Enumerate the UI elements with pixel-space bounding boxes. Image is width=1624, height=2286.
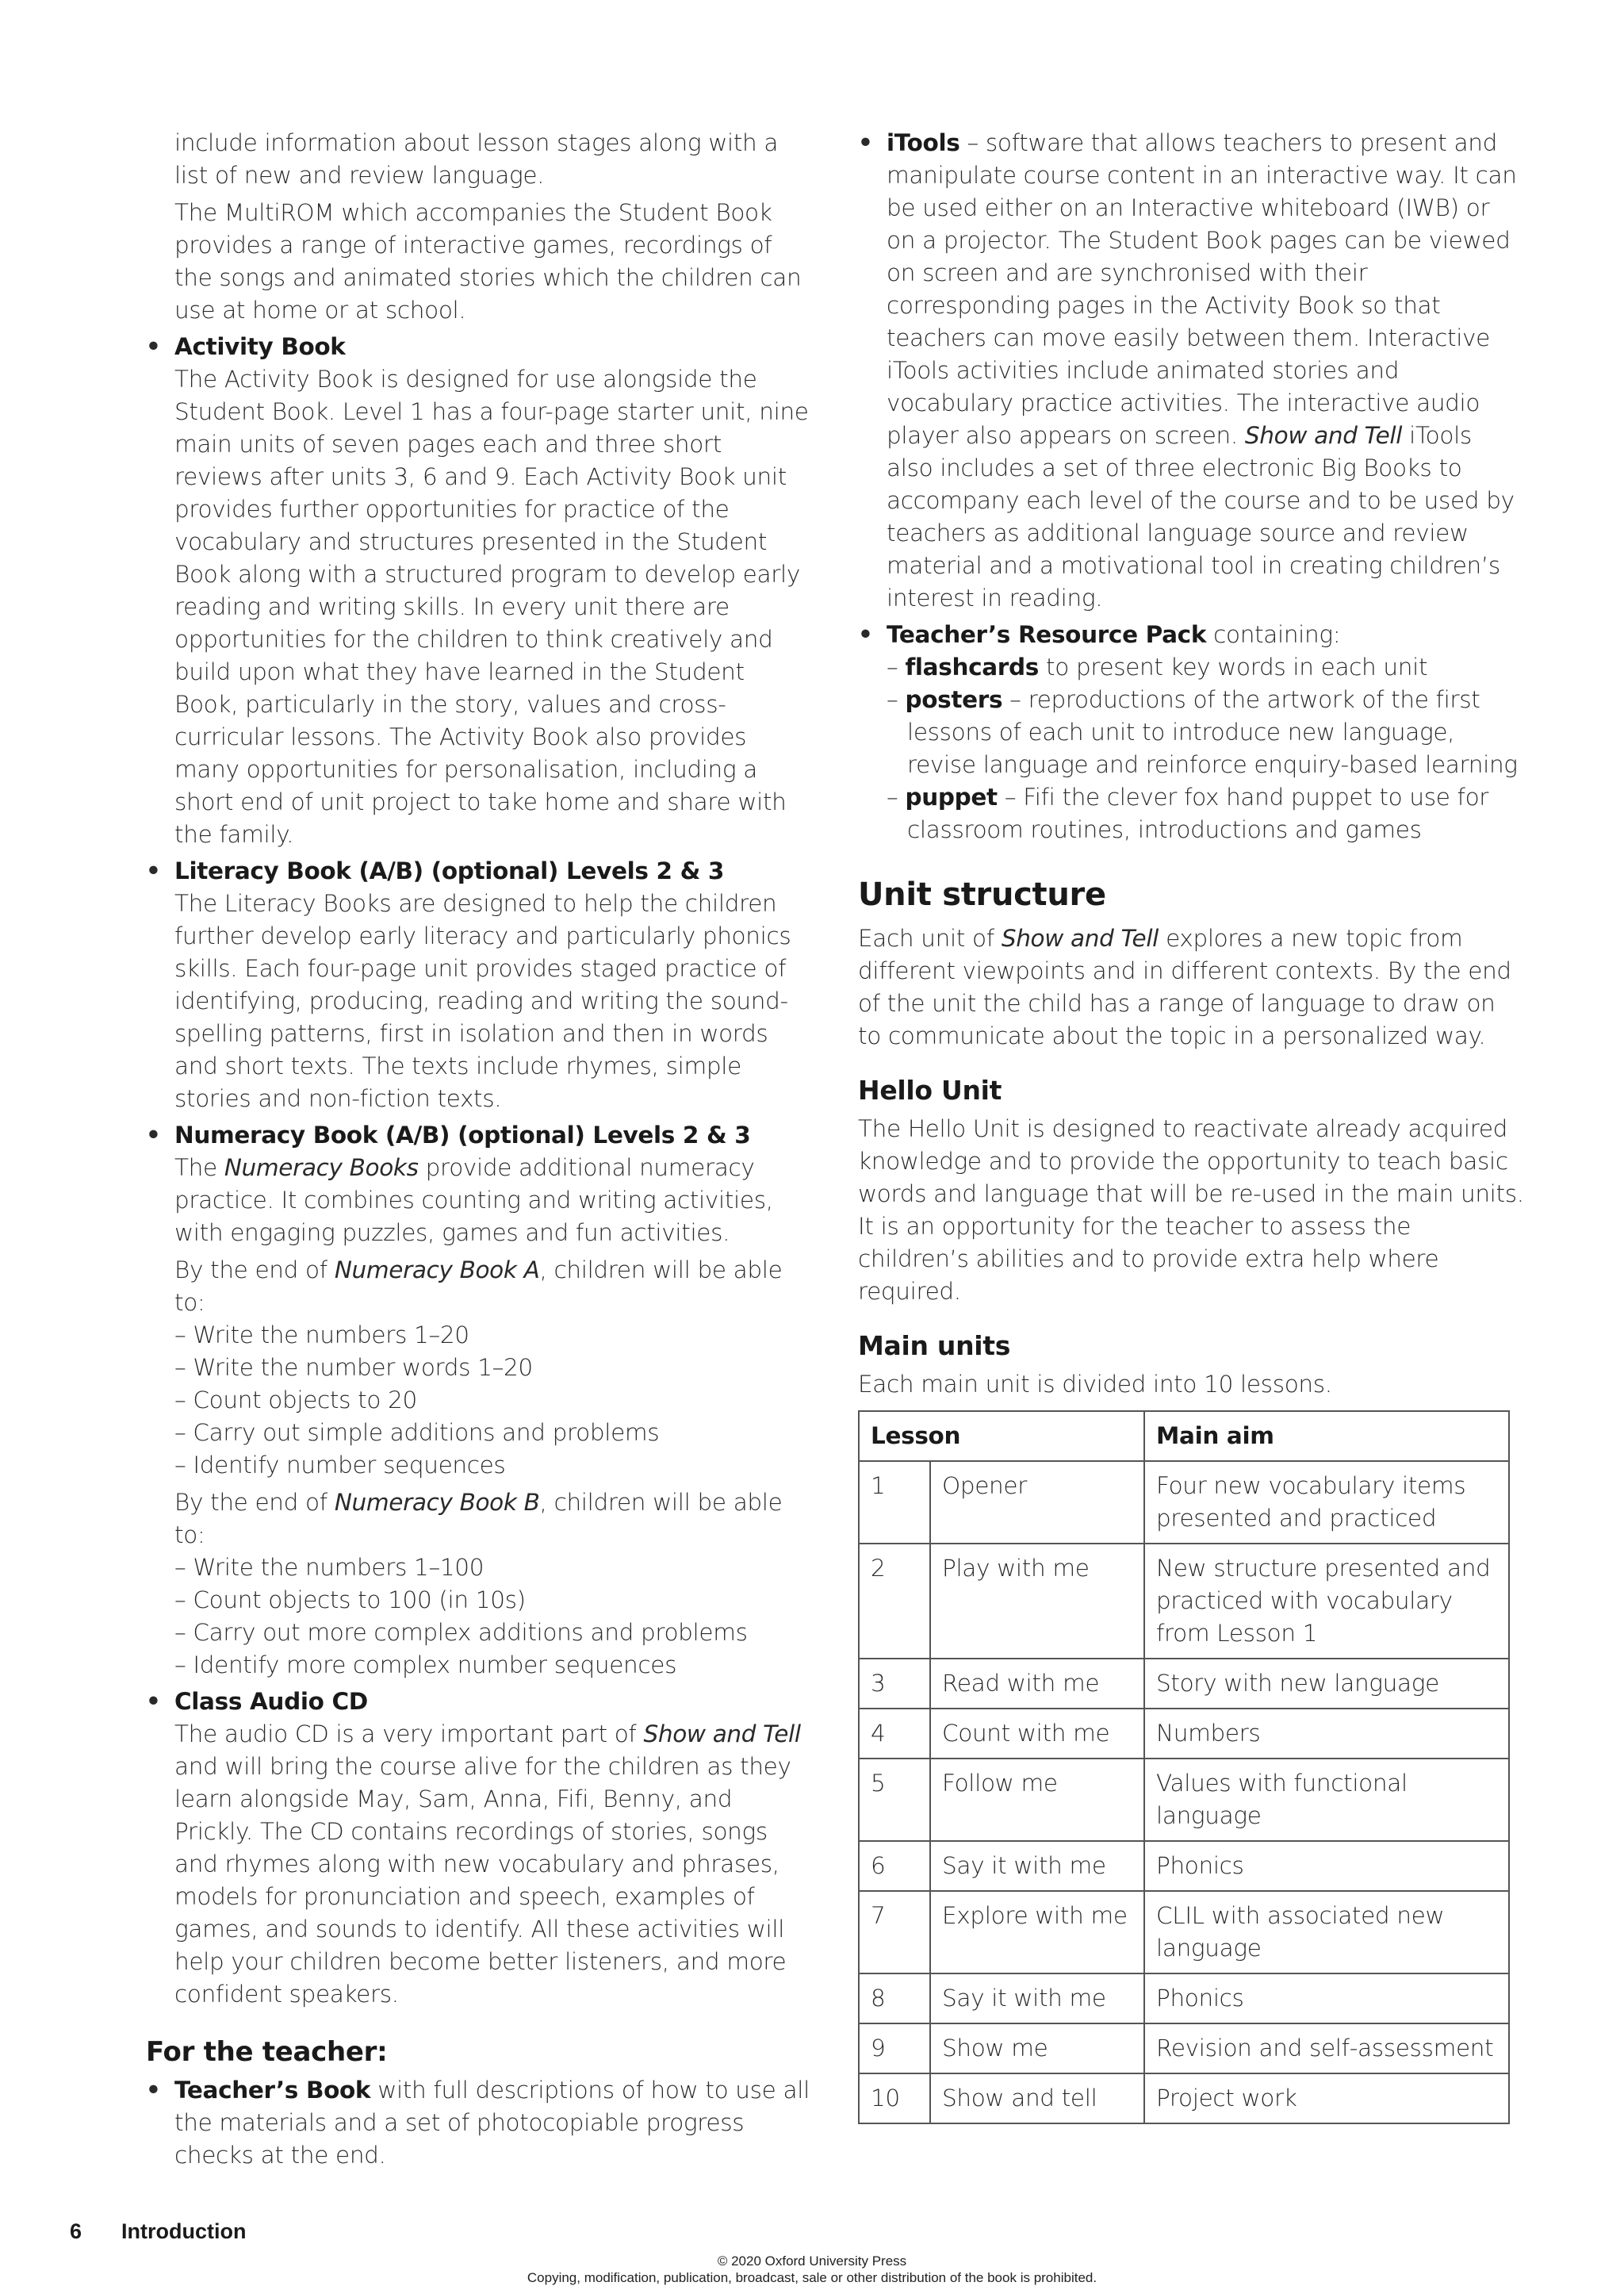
table-header-row <box>859 1411 1509 1461</box>
lesson-aim: Values with functional language <box>1144 1759 1509 1841</box>
literacy-book-title: Literacy Book (A/B) (optional) Levels 2 & 3 <box>174 857 725 884</box>
lesson-aim: CLIL with associated new language <box>1144 1891 1509 1973</box>
main-units-text: Each main unit is divided into 10 lessons. <box>858 1371 1332 1398</box>
table-row <box>859 2073 1509 2123</box>
header-lesson: Lesson <box>859 1411 1144 1461</box>
lesson-name: Show me <box>930 2023 1144 2073</box>
table-row <box>859 1659 1509 1709</box>
lesson-number: 9 <box>859 2023 930 2073</box>
bullet-icon: • <box>146 1122 161 1149</box>
intro-paragraph-1: include information about lesson stages along with a list of new and review language. <box>174 129 779 189</box>
bullet-icon: • <box>146 2077 161 2104</box>
lesson-aim: Phonics <box>1144 1841 1509 1891</box>
unit-structure-text: Each unit of Show and Tell explores a new topic from different viewpoints and in different contexts. By the end of the unit the child has a range of language to draw on to communicate about the topic in a personalized way. <box>858 925 1511 1049</box>
numeracy-book-a-intro: By the end of Numeracy Book A, children will be able to: <box>174 1256 783 1316</box>
bullet-icon: • <box>858 129 873 156</box>
lesson-aim: Four new vocabulary items presented and practiced <box>1144 1461 1509 1544</box>
hello-unit-text: The Hello Unit is designed to reactivate already acquired knowledge and to provide the opportunity to teach basic words and language that will be re-used in the main units. It is an opportunity for the teacher to assess the children’s abilities and to provide extra help where required. <box>858 1115 1524 1305</box>
unit-structure-heading: Unit structure <box>858 876 1106 913</box>
teacher-tools-list <box>858 127 1524 846</box>
list-item-teachers-book <box>146 2074 812 2172</box>
lesson-number: 8 <box>859 1973 930 2023</box>
table-row <box>859 1891 1509 1973</box>
right-column <box>858 127 1524 2124</box>
lesson-aim: Story with new language <box>1144 1659 1509 1709</box>
lesson-name: Count with me <box>930 1709 1144 1759</box>
page-number: 6 <box>70 2219 82 2243</box>
table-row <box>859 1973 1509 2023</box>
numeracy-a-item: – Write the number words 1–20 <box>174 1354 533 1381</box>
copyright-line: Copying, modification, publication, broadcast, sale or other distribution of the book is prohibited. <box>527 2270 1097 2285</box>
table-row <box>859 1709 1509 1759</box>
class-audio-cd-title: Class Audio CD <box>174 1688 368 1715</box>
main-units-heading: Main units <box>858 1330 1011 1361</box>
table-row <box>859 1759 1509 1841</box>
list-item-itools <box>858 127 1524 615</box>
lesson-number: 7 <box>859 1891 930 1973</box>
list-item-activity-book <box>146 331 812 851</box>
lesson-name: Play with me <box>930 1544 1144 1659</box>
left-column <box>146 127 812 2172</box>
lesson-aim: Numbers <box>1144 1709 1509 1759</box>
lesson-number: 10 <box>859 2073 930 2123</box>
resource-item-puppet: – puppet – Fifi the clever fox hand puppet to use for classroom routines, introductions and games <box>887 784 1489 843</box>
lessons-table-body <box>859 1461 1509 2123</box>
list-item-literacy-book <box>146 855 812 1115</box>
lesson-number: 6 <box>859 1841 930 1891</box>
list-item-resource-pack <box>858 619 1524 846</box>
lesson-number: 3 <box>859 1659 930 1709</box>
for-the-teacher-heading: For the teacher: <box>146 2036 388 2068</box>
lesson-number: 1 <box>859 1461 930 1544</box>
numeracy-a-item: – Carry out simple additions and problems <box>174 1419 660 1446</box>
itools-text: iTools – software that allows teachers to present and manipulate course content in an interactive way. It can be used either on an Interactive whiteboard (IWB) or on a projector. The Student Book pages can be viewed on screen and are synchronised with their corresponding pages in the Activity Book so that teachers can move easily between them. Interactive iTools activities include animated stories and vocabulary practice activities. The interactive audio player also appears on screen. Show and Tell iTools also includes a set of three electronic Big Books to accompany each level of the course and to be used by teachers as additional language source and review material and a motivational tool in creating children’s interest in reading. <box>887 129 1517 612</box>
numeracy-a-item: – Identify number sequences <box>174 1452 506 1479</box>
lesson-aim: Revision and self-assessment <box>1144 2023 1509 2073</box>
lesson-name: Show and tell <box>930 2073 1144 2123</box>
bullet-icon: • <box>146 857 161 884</box>
lesson-aim: Project work <box>1144 2073 1509 2123</box>
activity-book-text: The Activity Book is designed for use alongside the Student Book. Level 1 has a four-page starter unit, nine main units of seven pages each and three short reviews after units 3, 6 and 9. Each Activity Book unit provides further opportunities for practice of the vocabulary and structures presented in the Student Book along with a structured program to develop early reading and writing skills. In every unit there are opportunities for the children to think creatively and build upon what they have learned in the Student Book, particularly in the story, values and cross-curricular lessons. The Activity Book also provides many opportunities for personalisation, including a short end of unit project to take home and share with the family. <box>174 366 809 848</box>
page-footer <box>70 2219 247 2244</box>
section-title: Introduction <box>121 2219 247 2243</box>
lesson-name: Say it with me <box>930 1841 1144 1891</box>
materials-list <box>146 331 812 2011</box>
list-item-class-audio-cd <box>146 1686 812 2011</box>
numeracy-b-item: – Carry out more complex additions and problems <box>174 1619 748 1646</box>
hello-unit-heading: Hello Unit <box>858 1075 1002 1106</box>
numeracy-book-b-intro: By the end of Numeracy Book B, children will be able to: <box>174 1489 783 1548</box>
lesson-name: Explore with me <box>930 1891 1144 1973</box>
teachers-book-text: Teacher’s Book with full descriptions of how to use all the materials and a set of photocopiable progress checks at the end. <box>174 2077 810 2169</box>
table-row <box>859 1461 1509 1544</box>
numeracy-book-text: The Numeracy Books provide additional numeracy practice. It combines counting and writing activities, with engaging puzzles, games and fun activities. <box>174 1154 773 1246</box>
lesson-name: Follow me <box>930 1759 1144 1841</box>
lesson-number: 4 <box>859 1709 930 1759</box>
lesson-name: Say it with me <box>930 1973 1144 2023</box>
table-row <box>859 1544 1509 1659</box>
numeracy-b-item: – Identify more complex number sequences <box>174 1651 677 1678</box>
bullet-icon: • <box>858 621 873 648</box>
numeracy-b-item: – Count objects to 100 (in 10s) <box>174 1586 526 1613</box>
bullet-icon: • <box>146 1688 161 1715</box>
lesson-aim: New structure presented and practiced with vocabulary from Lesson 1 <box>1144 1544 1509 1659</box>
copyright-line: © 2020 Oxford University Press <box>717 2253 907 2269</box>
table-row <box>859 1841 1509 1891</box>
bullet-icon: • <box>146 333 161 360</box>
teacher-materials-list <box>146 2074 812 2172</box>
list-item-numeracy-book <box>146 1119 812 1682</box>
numeracy-book-title: Numeracy Book (A/B) (optional) Levels 2 & 3 <box>174 1122 751 1149</box>
resource-item-flashcards: – flashcards to present key words in each unit <box>887 654 1428 681</box>
table-row <box>859 2023 1509 2073</box>
intro-paragraph-2: The MultiROM which accompanies the Student Book provides a range of interactive games, recordings of the songs and animated stories which the children can use at home or at school. <box>174 199 802 324</box>
numeracy-a-item: – Count objects to 20 <box>174 1387 417 1413</box>
literacy-book-text: The Literacy Books are designed to help the children further develop early literacy and particularly phonics skills. Each four-page unit provides staged practice of identifying, producing, reading and writing the sound-spelling patterns, first in isolation and then in words and short texts. The texts include rhymes, simple stories and non-fiction texts. <box>174 890 791 1112</box>
numeracy-a-item: – Write the numbers 1–20 <box>174 1321 469 1348</box>
header-main-aim: Main aim <box>1144 1411 1509 1461</box>
numeracy-b-item: – Write the numbers 1–100 <box>174 1554 485 1581</box>
lesson-aim: Phonics <box>1144 1973 1509 2023</box>
lessons-table <box>858 1410 1510 2124</box>
lesson-name: Opener <box>930 1461 1144 1544</box>
class-audio-cd-text: The audio CD is a very important part of Show and Tell and will bring the course alive for the children as they learn alongside May, Sam, Anna, Fifi, Benny, and Prickly. The CD contains recordings of stories, songs and rhymes along with new vocabulary and phrases, models for pronunciation and speech, examples of games, and sounds to identify. All these activities will help your children become better listeners, and more confident speakers. <box>174 1720 801 2008</box>
lesson-number: 5 <box>859 1759 930 1841</box>
resource-item-posters: – posters – reproductions of the artwork of the first lessons of each unit to introduce new language, revise language and reinforce enquiry-based learning <box>887 686 1518 778</box>
activity-book-title: Activity Book <box>174 333 346 360</box>
lesson-number: 2 <box>859 1544 930 1659</box>
lesson-name: Read with me <box>930 1659 1144 1709</box>
resource-pack-title: Teacher’s Resource Pack containing: <box>887 621 1341 648</box>
